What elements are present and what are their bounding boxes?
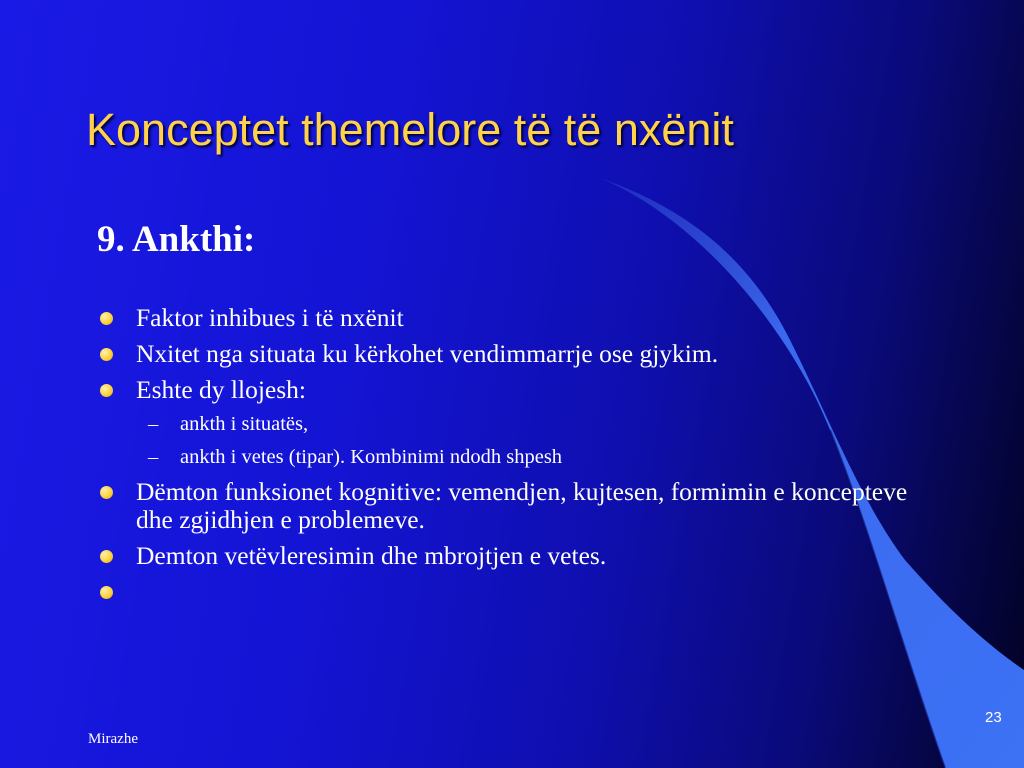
dash-marker: –: [148, 413, 159, 435]
footer-text: Mirazhe: [88, 731, 138, 747]
bullet-text: Nxitet nga situata ku kërkohet vendimmarrje ose gjykim.: [136, 339, 719, 368]
sub-bullet-text: ankth i vetes (tipar). Kombinimi ndodh shpesh: [180, 446, 563, 468]
bullet-dot-icon: [100, 486, 113, 499]
sub-bullet-item: [100, 412, 940, 436]
bullet-list: [100, 304, 940, 578]
bullet-item: [100, 304, 940, 332]
bullet-dot-icon: [100, 586, 113, 599]
bullet-text: Faktor inhibues i të nxënit: [136, 303, 404, 332]
bullet-text: Dëmton funksionet kognitive: vemendjen, kujtesen, formimin e koncepteve dhe zgjidhjen e problemeve.: [136, 477, 908, 534]
bullet-item: [100, 376, 940, 404]
bullet-text: Eshte dy llojesh:: [136, 375, 306, 404]
bullet-item: [100, 542, 940, 570]
bullet-dot-icon: [100, 348, 113, 361]
bullet-dot-icon: [100, 550, 113, 563]
section-heading: 9. Ankthi:: [97, 219, 256, 260]
dash-marker: –: [148, 446, 159, 468]
sub-bullet-item: [100, 445, 940, 469]
bullet-text: Demton vetëvleresimin dhe mbrojtjen e vetes.: [136, 541, 607, 570]
bullet-dot-icon: [100, 384, 113, 397]
bullet-dot-icon: [100, 312, 113, 325]
bullet-item: [100, 340, 940, 368]
sub-bullet-text: ankth i situatës,: [180, 413, 309, 435]
bullet-item: [100, 478, 940, 534]
slide-title: Konceptet themelore të të nxënit: [86, 104, 734, 155]
page-number: 23: [985, 709, 1002, 726]
